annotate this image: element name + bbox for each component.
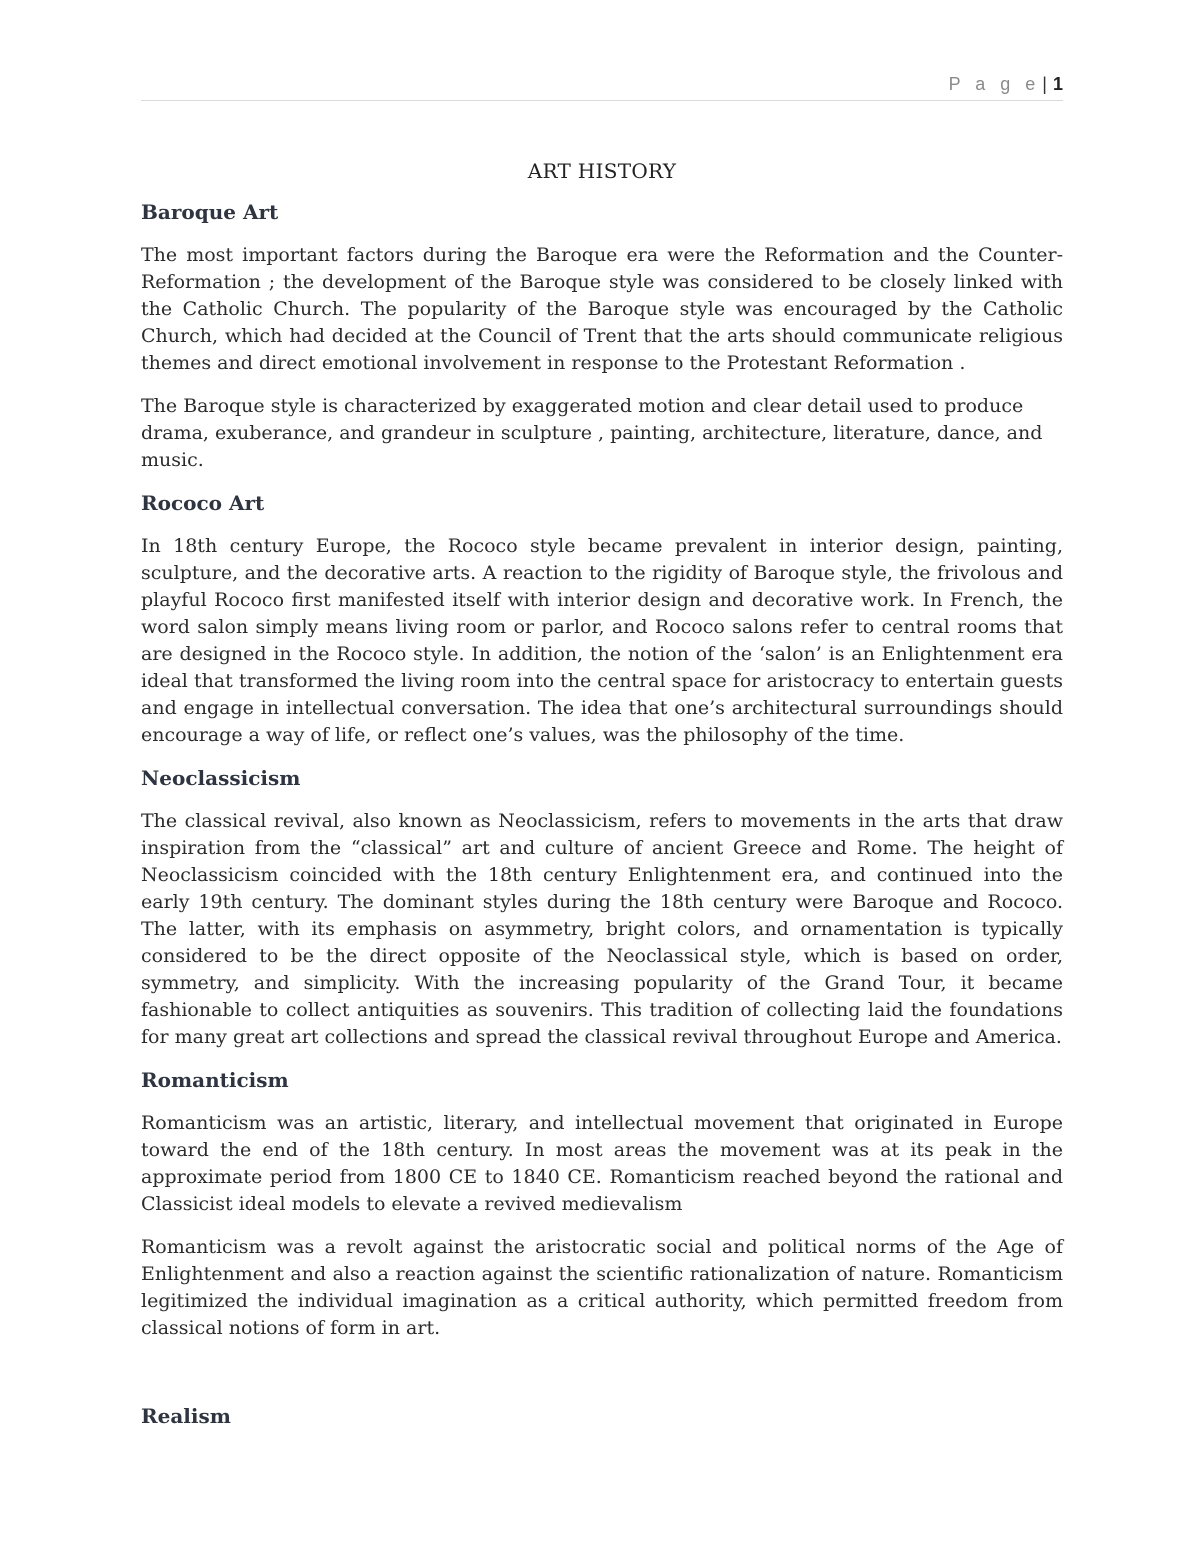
paragraph: The Baroque style is characterized by exaggerated motion and clear detail used to produce drama, exuberance, and grandeur in sculpture , painting, architecture, literature, dance, and music.: [141, 395, 1043, 471]
section-heading: Realism: [141, 1404, 231, 1428]
paragraph: In 18th century Europe, the Rococo style became prevalent in interior design, painting, sculpture, and the decorative arts. A reaction to the rigidity of Baroque style, the frivolous and playful Rococo first manifested itself with interior design and decorative work. In French, the word salon simply means living room or parlor, and Rococo salons refer to central rooms that are designed in the Rococo style. In addition, the notion of the ‘salon’ is an Enlightenment era ideal that transformed the living room into the central space for aristocracy to entertain guests and engage in intellectual conversation. The idea that one’s architectural surroundings should encourage a way of life, or reflect one’s values, was the philosophy of the time.: [141, 535, 1063, 746]
section-romanticism: [141, 1067, 1063, 1342]
page-label: P a g e: [948, 74, 1041, 94]
section-rococo-art: [141, 490, 1063, 749]
page-header: [141, 74, 1063, 101]
section-heading: Rococo Art: [141, 491, 265, 515]
section-heading: Baroque Art: [141, 200, 279, 224]
blank-line: [141, 1358, 1063, 1403]
paragraph: The classical revival, also known as Neoclassicism, refers to movements in the arts that draw inspiration from the “classical” art and culture of ancient Greece and Rome. The height of Neoclassicism coincided with the 18th century Enlightenment era, and continued into the early 19th century. The dominant styles during the 18th century were Baroque and Rococo. The latter, with its emphasis on asymmetry, bright colors, and ornamentation is typically considered to be the direct opposite of the Neoclassical style, which is based on order, symmetry, and simplicity. With the increasing popularity of the Grand Tour, it became fashionable to collect antiquities as souvenirs. This tradition of collecting laid the foundations for many great art collections and spread the classical revival throughout Europe and America.: [141, 810, 1063, 1048]
paragraph: Romanticism was a revolt against the aristocratic social and political norms of the Age of Enlightenment and also a reaction against the scientific rationalization of nature. Romanticism legitimized the individual imagination as a critical authority, which permitted freedom from classical notions of form in art.: [141, 1236, 1063, 1339]
section-realism: [141, 1403, 1063, 1430]
document-body: [141, 158, 1063, 1446]
page-separator: |: [1042, 74, 1047, 94]
paragraph: The most important factors during the Baroque era were the Reformation and the Counter-Reformation ; the development of the Baroque style was considered to be closely linked with the Catholic Church. The popularity of the Baroque style was encouraged by the Catholic Church, which had decided at the Council of Trent that the arts should communicate religious themes and direct emotional involvement in response to the Protestant Reformation .: [141, 244, 1063, 374]
page-number: 1: [1052, 74, 1063, 94]
section-heading: Neoclassicism: [141, 766, 301, 790]
document-title: ART HISTORY: [527, 159, 677, 183]
section-neoclassicism: [141, 765, 1063, 1051]
section-heading: Romanticism: [141, 1068, 289, 1092]
paragraph: Romanticism was an artistic, literary, and intellectual movement that originated in Europe toward the end of the 18th century. In most areas the movement was at its peak in the approximate period from 1800 CE to 1840 CE. Romanticism reached beyond the rational and Classicist ideal models to elevate a revived medievalism: [141, 1112, 1063, 1215]
section-baroque-art: [141, 199, 1063, 474]
